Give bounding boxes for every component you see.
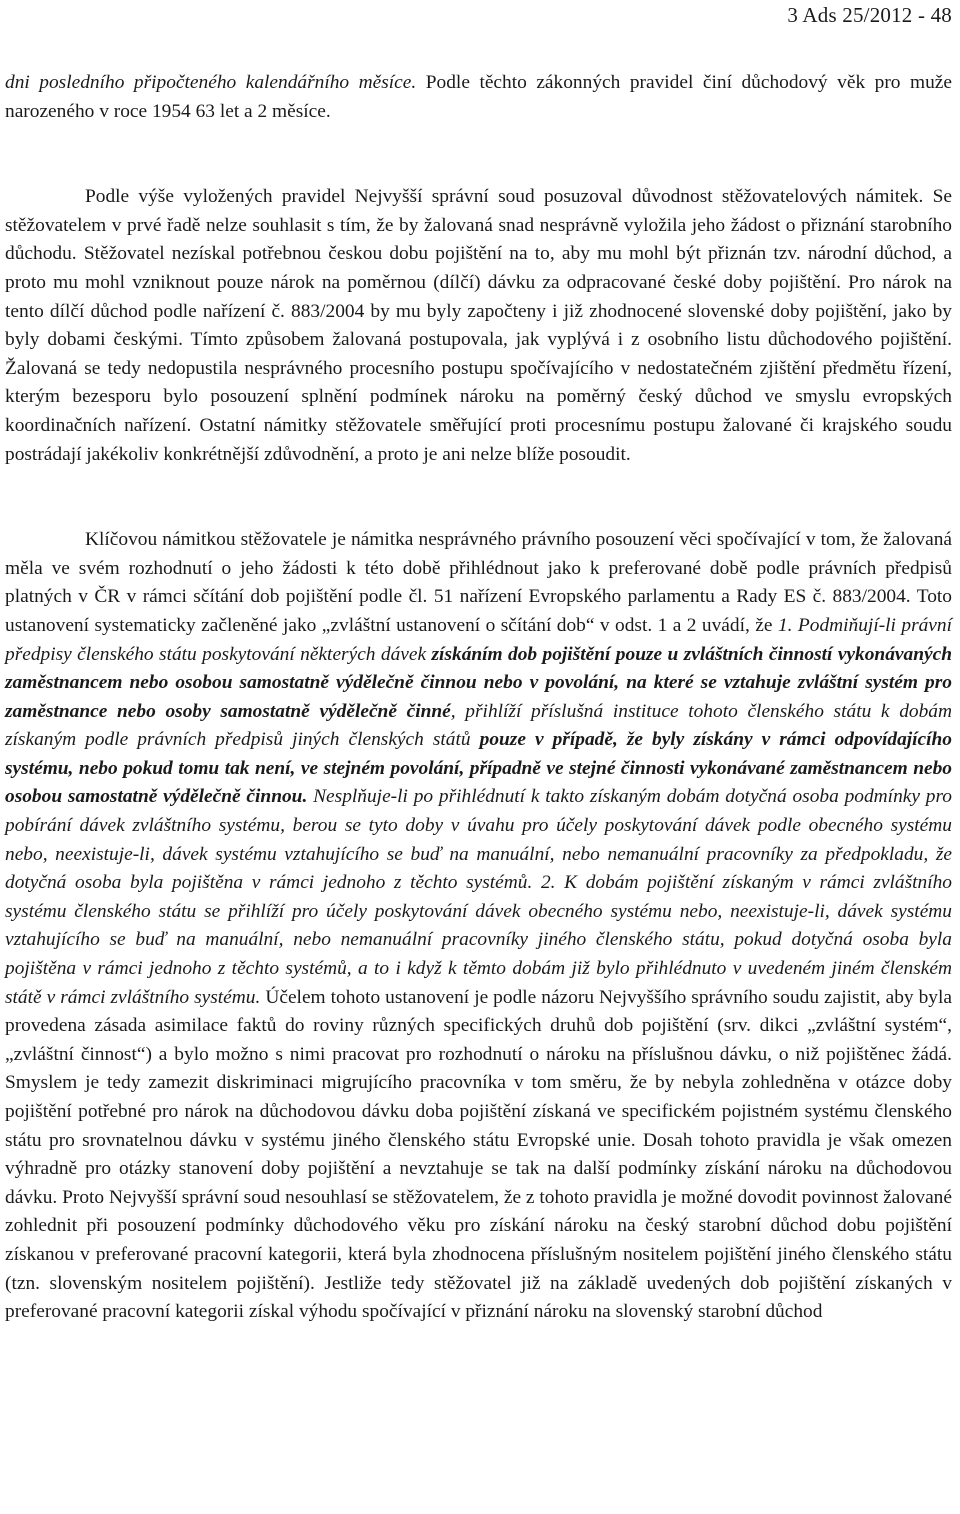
paragraph-1 [5,69,952,126]
running-head: 3 Ads 25/2012 - 48 [787,3,952,27]
document-body [5,69,952,1327]
paragraph-3 [5,526,952,1327]
italic-citation: 1. Podmiňují-li právní předpisy členského státu poskytování některých dávek [5,614,952,665]
italic-citation: dni posledního připočteného kalendářního měsíce. [5,72,417,93]
paragraph-text: Účelem tohoto ustanovení je podle názoru Nejvyššího správního soudu zajistit, aby byla provedena zásada asimilace faktů do roviny různých specifických druhů dob pojištění (srv. dikci „zvláštní systém“, „zvláštní činnost“) a bylo možno s nimi pracovat pro rozhodnutí o nároku na příslušnou dávku, o niž pojištěnec žádá. Smyslem je tedy zamezit diskriminaci migrujícího pracovníka v tom směru, že by nebyla zohledněna v otázce doby pojištění potřebné pro nárok na důchodovou dávku doba pojištění získaná ve specifickém pojistném systému členského státu pro srovnatelnou dávku v systému jiného členského státu Evropské unie. Dosah tohoto pravidla je však omezen výhradně pro otázky stanovení doby pojištění a nevztahuje se tak na další podmínky získání nároku na důchodovou dávku. Proto Nejvyšší správní soud nesouhlasí se stěžovatelem, že z tohoto pravidla je možné dovodit povinnost žalované zohlednit při posouzení podmínky důchodového věku pro získání nároku na český starobní důchod dobu pojištění získanou v preferované pracovní kategorii, která byla zhodnocena příslušným nositelem pojištění jiného členského státu (tzn. slovenským nositelem pojištění). Jestliže tedy stěžovatel již na základě uvedených dob pojištění získaných v preferované pracovní kategorii získal výhodu spočívající v přiznání nároku na slovenský starobní důchod [5,986,952,1323]
emphasized-citation: získáním dob pojištění pouze u zvláštních činností vykonávaných zaměstnancem nebo osobou samostatně výdělečně činnou nebo v povolání, na které se vztahuje zvláštní systém pro zaměstnance nebo osoby samostatně výdělečně činné [5,643,952,722]
paragraph-text: Podle výše vyložených pravidel Nejvyšší správní soud posuzoval důvodnost stěžovatelových námitek. Se stěžovatelem v prvé řadě nelze souhlasit s tím, že by žalovaná snad nesprávně vyložila jeho žádost o přiznání starobního důchodu. Stěžovatel nezískal potřebnou českou dobu pojištění na to, aby mu mohl být přiznán tzv. národní důchod, a proto mu mohl vzniknout pouze nárok na poměrnou (dílčí) dávku za odpracované české doby pojištění. Pro nárok na tento dílčí důchod podle nařízení č. 883/2004 by mu byly započteny i již zhodnocené slovenské doby pojištění, jako by byly dobami českými. Tímto způsobem žalovaná postupovala, jak vyplývá i z osobního listu důchodového pojištění. Žalovaná se tedy nedopustila nesprávného procesního postupu spočívajícího v nedostatečném zjištění předmětu řízení, kterým bezesporu bylo posouzení splnění podmínek nároku na poměrný český důchod ve smyslu evropských koordinačních nařízení. Ostatní námitky stěžovatele směřující proti procesnímu postupu žalované či krajského soudu postrádají jakékoliv konkrétnější zdůvodnění, a proto je ani nelze blíže posoudit. [5,186,952,465]
paragraph-text: Klíčovou námitkou stěžovatele je námitka nesprávného právního posouzení věci spočívající v tom, že žalovaná měla ve svém rozhodnutí o jeho žádosti k této době přihlédnout jako k preferované době podle právních předpisů platných v ČR v rámci sčítání dob pojištění podle čl. 51 nařízení Evropského parlamentu a Rady ES č. 883/2004. Toto ustanovení systematicky začleněné jako „zvláštní ustanovení o sčítání dob“ v odst. 1 a 2 uvádí, že [5,529,952,636]
paragraph-text: Podle těchto zákonných pravidel činí důchodový věk pro muže narozeného v roce 1954 63 let a 2 měsíce. [5,72,953,122]
italic-citation: Nesplňuje-li po přihlédnutí k takto získaným dobám dotyčná osoba podmínky pro pobírání dávek zvláštního systému, berou se tyto doby v úvahu pro účely poskytování dávek podle obecného systému nebo, neexistuje-li, dávek systému vztahujícího se buď na manuální, nebo nemanuální pracovníky za předpokladu, že dotyčná osoba byla pojištěna v rámci jednoho z těchto systémů. 2. K dobám pojištění získaným v rámci zvláštního systému členského státu se přihlíží pro účely poskytování dávek obecného systému nebo, neexistuje-li, dávek systému vztahujícího se buď na manuální, nebo nemanuální pracovníky jiného členského státu, pokud dotyčná osoba byla pojištěna v rámci jednoho z těchto systémů, a to i když k těmto dobám již bylo přihlédnuto v uvedeném jiném členském státě v rámci zvláštního systému. [5,786,952,1008]
emphasized-citation: pouze v případě, že byly získány v rámci odpovídajícího systému, nebo pokud tomu tak není, ve stejném povolání, případně ve stejné činnosti vykonávané zaměstnancem nebo osobou samostatně výdělečně činnou. [5,729,953,808]
italic-citation: , přihlíží příslušná instituce tohoto členského státu k dobám získaným podle právních předpisů jiných členských států [5,700,952,751]
paragraph-2 [5,183,952,469]
